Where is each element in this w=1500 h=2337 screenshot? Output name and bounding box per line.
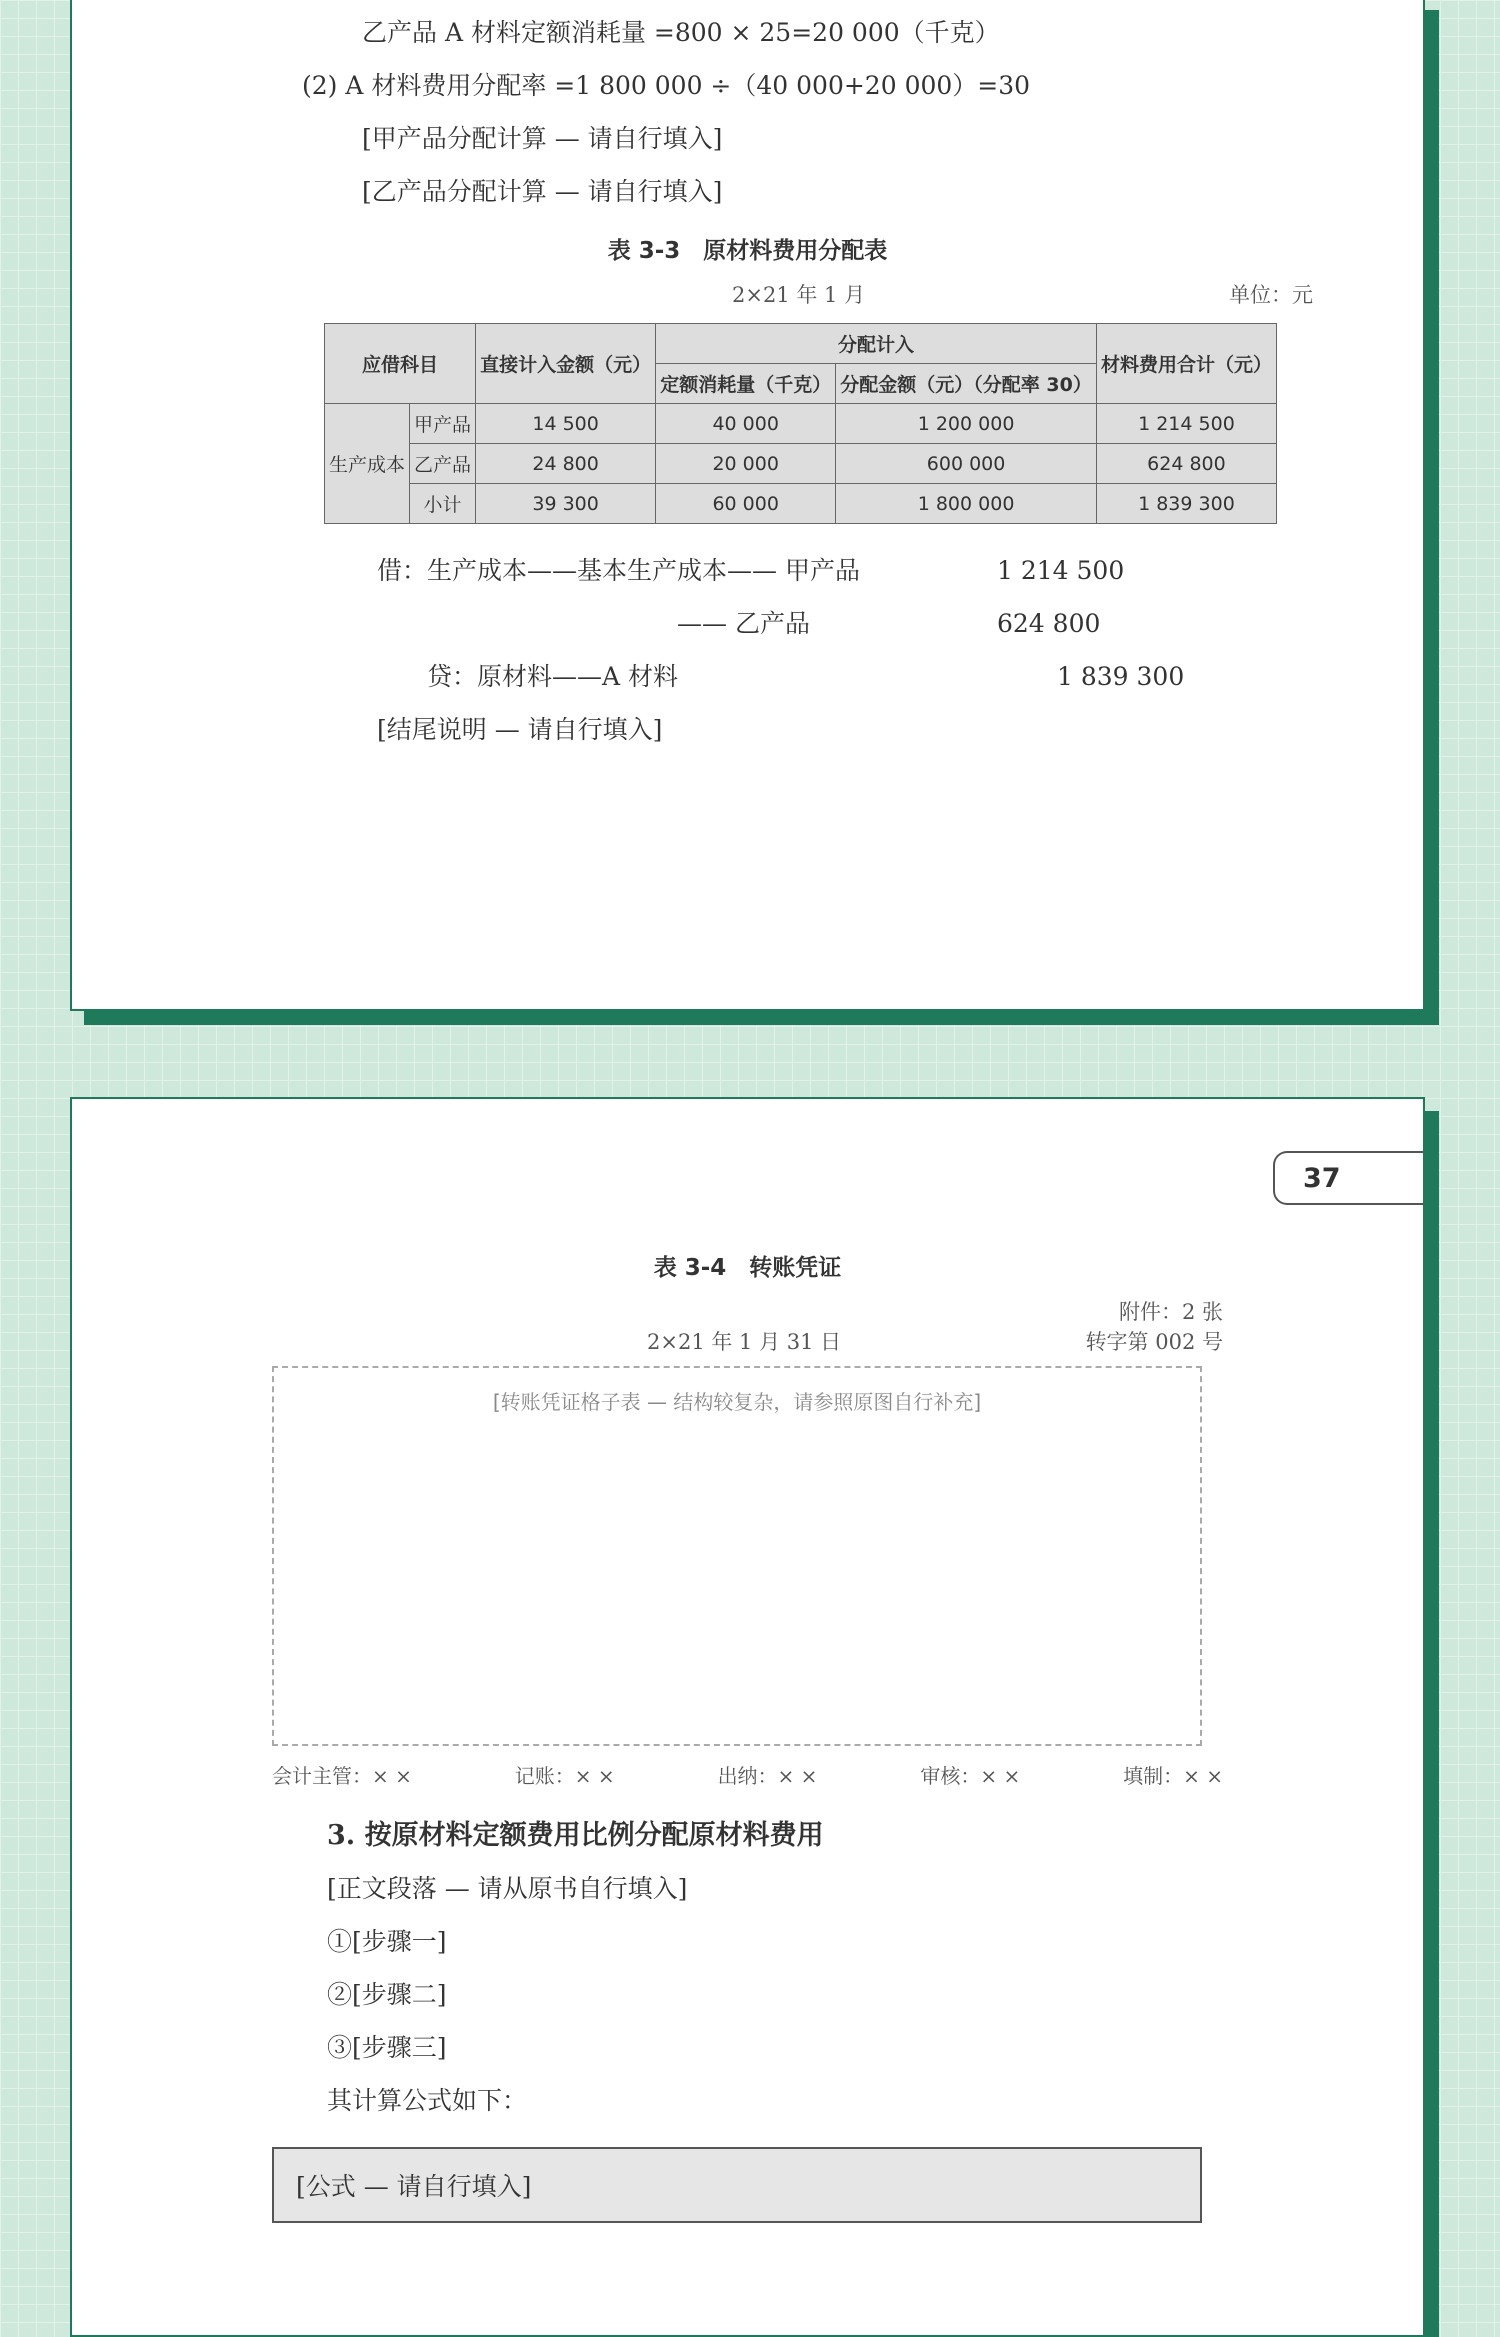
cell-alloc: 1 200 000 xyxy=(836,404,1097,444)
journal-line xyxy=(377,650,1277,703)
header-total: 材料费用合计（元） xyxy=(1096,324,1276,404)
journal-line xyxy=(377,544,1277,597)
journal-amount: 1 839 300 xyxy=(1057,662,1185,691)
signature-supervisor: 会计主管：× × xyxy=(272,1764,412,1788)
calculation-lines xyxy=(72,0,1423,218)
cell-direct: 24 800 xyxy=(476,444,656,484)
cell-item: 甲产品 xyxy=(410,404,476,444)
table-unit: 单位：元 xyxy=(1229,283,1313,307)
section-title: 3. 按原材料定额费用比例分配原材料费用 xyxy=(327,1820,824,1851)
journal-line xyxy=(377,597,1277,650)
table-row xyxy=(325,404,1277,444)
formula-box: [公式 — 请自行填入] xyxy=(272,2147,1202,2223)
step-item: ①[步骤一] xyxy=(327,1927,447,1956)
closing-line: [结尾说明 — 请自行填入] xyxy=(377,715,663,744)
formula-intro: 其计算公式如下： xyxy=(327,2086,528,2115)
voucher-date: 2×21 年 1 月 31 日 xyxy=(647,1330,842,1354)
cell-item: 小计 xyxy=(410,484,476,524)
textbook-page-lower xyxy=(70,1097,1425,2337)
signature-reviewer: 审核：× × xyxy=(920,1764,1021,1788)
calc-line: [甲产品分配计算 — 请自行填入] xyxy=(362,124,723,153)
cell-direct: 14 500 xyxy=(476,404,656,444)
table-caption: 表 3-3 原材料费用分配表 xyxy=(607,238,888,264)
header-allocated: 分配计入 xyxy=(656,324,1097,364)
section-body xyxy=(327,1809,1223,2127)
cell-direct: 39 300 xyxy=(476,484,656,524)
body-paragraph: [正文段落 — 请从原书自行填入] xyxy=(327,1874,688,1903)
cell-alloc: 600 000 xyxy=(836,444,1097,484)
table-meta xyxy=(732,279,1313,309)
step-item: ③[步骤三] xyxy=(327,2033,447,2062)
subheader-quota: 定额消耗量（千克） xyxy=(656,364,836,404)
table-row xyxy=(325,444,1277,484)
cell-quota: 20 000 xyxy=(656,444,836,484)
signature-cashier: 出纳：× × xyxy=(717,1764,818,1788)
voucher-signatures xyxy=(272,1760,1223,1789)
calc-line: 乙产品 A 材料定额消耗量 =800 × 25=20 000（千克） xyxy=(362,18,1000,47)
group-label: 生产成本 xyxy=(325,404,410,524)
header-direct: 直接计入金额（元） xyxy=(476,324,656,404)
signature-preparer: 填制：× × xyxy=(1123,1764,1223,1788)
cell-item: 乙产品 xyxy=(410,444,476,484)
journal-amount: 624 800 xyxy=(997,609,1101,638)
textbook-page-upper xyxy=(70,0,1425,1011)
table-row xyxy=(325,484,1277,524)
journal-account: 贷：原材料——A 材料 xyxy=(427,662,679,691)
cell-total: 624 800 xyxy=(1096,444,1276,484)
voucher-caption: 表 3-4 转账凭证 xyxy=(653,1255,842,1281)
table-date: 2×21 年 1 月 xyxy=(732,283,866,307)
allocation-table xyxy=(324,323,1277,524)
subheader-alloc: 分配金额（元）（分配率 30） xyxy=(836,364,1097,404)
voucher-number: 转字第 002 号 xyxy=(1085,1330,1223,1354)
cell-quota: 40 000 xyxy=(656,404,836,444)
journal-amount: 1 214 500 xyxy=(997,556,1125,585)
calc-line: [乙产品分配计算 — 请自行填入] xyxy=(362,177,723,206)
cell-quota: 60 000 xyxy=(656,484,836,524)
journal-entry xyxy=(377,544,1277,756)
step-item: ②[步骤二] xyxy=(327,1980,447,2009)
cell-total: 1 214 500 xyxy=(1096,404,1276,444)
voucher-meta xyxy=(647,1296,1223,1356)
journal-account: 借：生产成本——基本生产成本—— 甲产品 xyxy=(377,556,860,585)
transfer-voucher-grid: [转账凭证格子表 — 结构较复杂，请参照原图自行补充] xyxy=(272,1366,1202,1746)
voucher-attachment: 附件：2 张 xyxy=(1118,1300,1223,1324)
page-number: 37 xyxy=(1273,1151,1423,1205)
signature-bookkeeper: 记账：× × xyxy=(514,1764,615,1788)
calc-line: (2) A 材料费用分配率 =1 800 000 ÷（40 000+20 000）=30 xyxy=(302,71,1031,100)
journal-account: —— 乙产品 xyxy=(677,609,810,638)
cell-alloc: 1 800 000 xyxy=(836,484,1097,524)
cell-total: 1 839 300 xyxy=(1096,484,1276,524)
header-account: 应借科目 xyxy=(325,324,476,404)
